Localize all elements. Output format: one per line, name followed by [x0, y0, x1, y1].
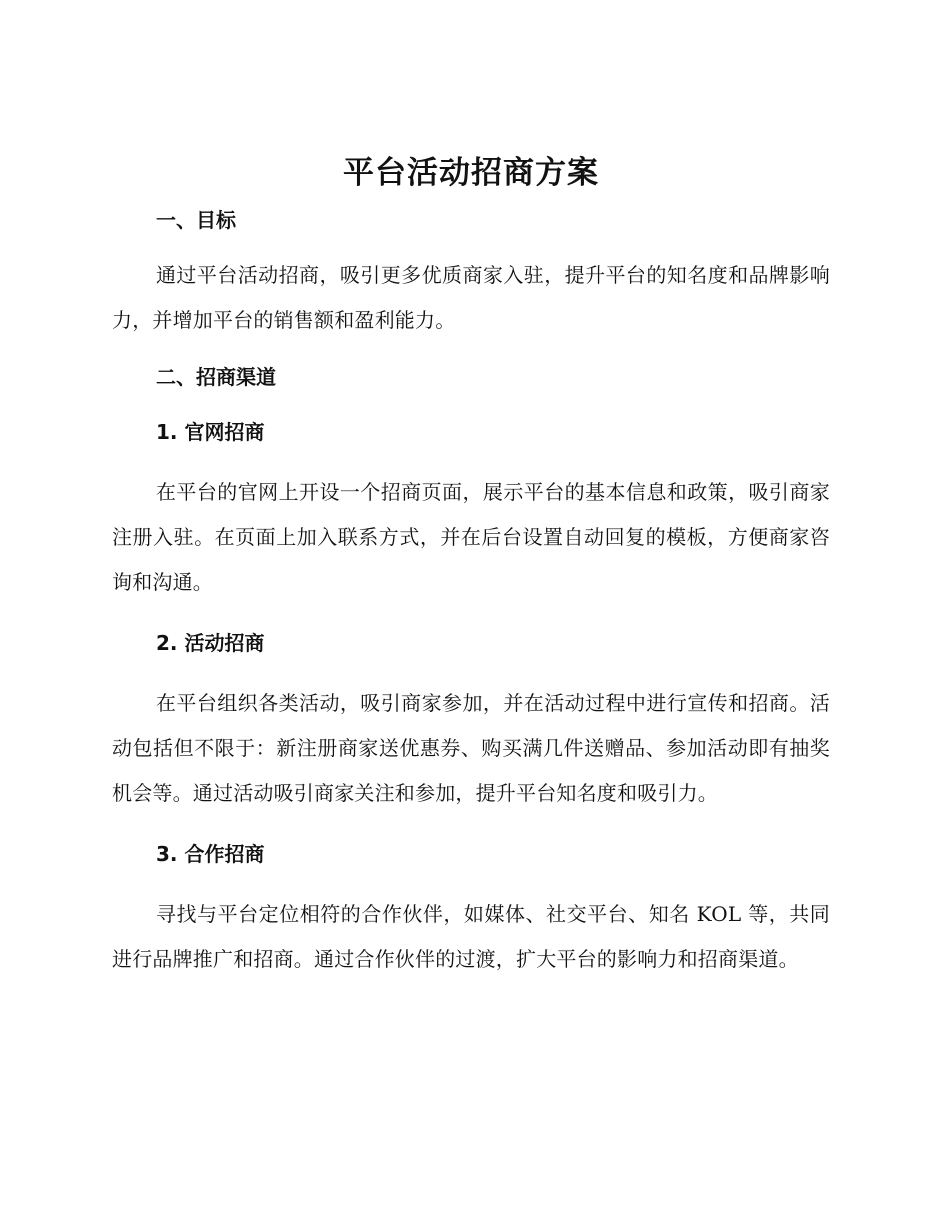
section-heading-channels: 二、招商渠道	[156, 365, 276, 389]
document-title: 平台活动招商方案	[343, 155, 599, 191]
section-heading-goal: 一、目标	[156, 208, 236, 232]
subsection-heading-website: 1. 官网招商	[156, 420, 265, 444]
subsection-heading-partnership: 3. 合作招商	[156, 842, 265, 866]
document-body	[112, 148, 830, 982]
subsection-paragraph-activity: 在平台组织各类活动，吸引商家参加，并在活动过程中进行宣传和招商。活动包括但不限于：新注册商家送优惠券、购买满几件送赠品、参加活动即有抽奖机会等。通过活动吸引商家关注和参加，提升平台知名度和吸引力。	[112, 691, 830, 805]
subsection-paragraph-website: 在平台的官网上开设一个招商页面，展示平台的基本信息和政策，吸引商家注册入驻。在页面上加入联系方式，并在后台设置自动回复的模板，方便商家咨询和沟通。	[112, 480, 830, 594]
section-paragraph-goal: 通过平台活动招商，吸引更多优质商家入驻，提升平台的知名度和品牌影响力，并增加平台的销售额和盈利能力。	[112, 263, 830, 332]
subsection-heading-activity: 2. 活动招商	[156, 631, 265, 655]
subsection-paragraph-partnership: 寻找与平台定位相符的合作伙伴，如媒体、社交平台、知名 KOL 等，共同进行品牌推广和招商。通过合作伙伴的过渡，扩大平台的影响力和招商渠道。	[112, 902, 830, 971]
